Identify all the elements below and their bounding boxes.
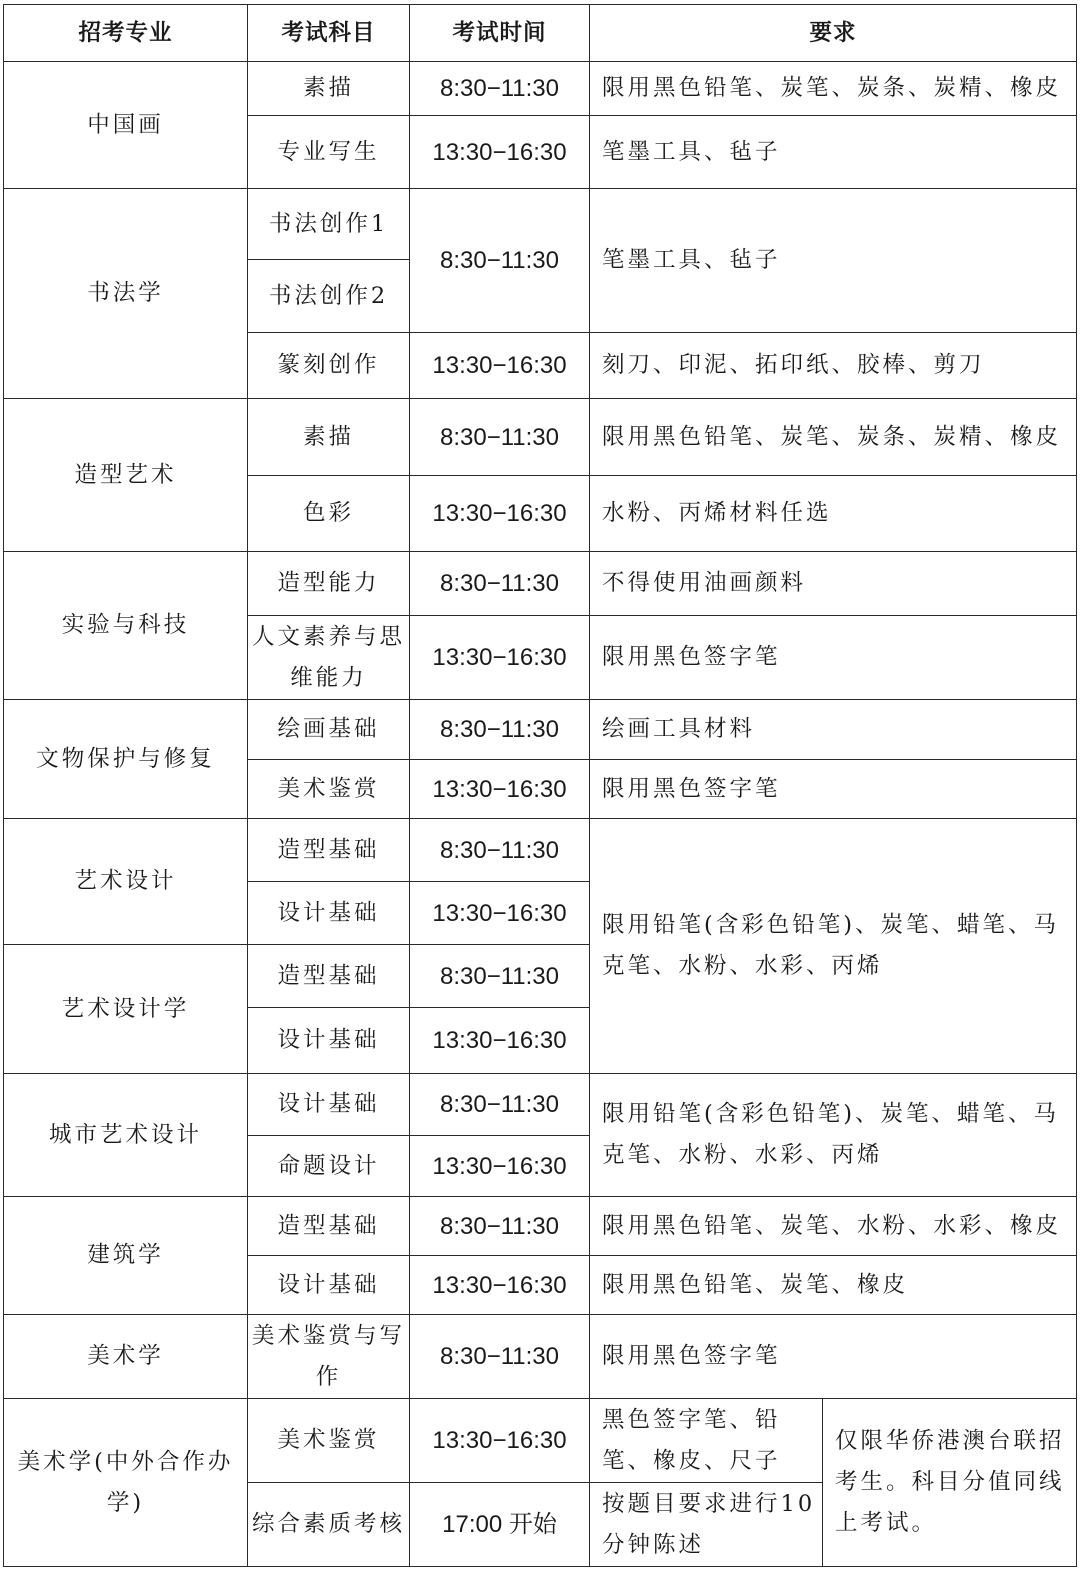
- subject-cell: 绘画基础: [248, 700, 410, 760]
- subject-cell: 美术鉴赏与写作: [248, 1315, 410, 1399]
- requirement-cell: 黑色签字笔、铅笔、橡皮、尺子: [590, 1399, 823, 1483]
- time-cell: 13:30−16:30: [410, 1136, 590, 1197]
- table-row: [4, 189, 1077, 260]
- major-cell: 造型艺术: [4, 399, 248, 552]
- time-cell: 8:30−11:30: [410, 945, 590, 1008]
- requirement-cell: 绘画工具材料: [590, 700, 1077, 760]
- time-cell: 13:30−16:30: [410, 333, 590, 399]
- major-cell: 建筑学: [4, 1197, 248, 1315]
- time-cell: 8:30−11:30: [410, 189, 590, 333]
- table-row: [4, 700, 1077, 760]
- time-cell: 13:30−16:30: [410, 616, 590, 700]
- table-row: [4, 1074, 1077, 1136]
- major-cell: 中国画: [4, 62, 248, 189]
- requirement-cell: 不得使用油画颜料: [590, 552, 1077, 616]
- requirement-cell: 限用铅笔(含彩色铅笔)、炭笔、蜡笔、马克笔、水粉、水彩、丙烯: [590, 1074, 1077, 1197]
- time-cell: 13:30−16:30: [410, 1399, 590, 1483]
- requirement-cell: 笔墨工具、毡子: [590, 189, 1077, 333]
- major-cell: 艺术设计: [4, 819, 248, 945]
- subject-cell: 造型基础: [248, 945, 410, 1008]
- subject-cell: 素描: [248, 399, 410, 476]
- requirement-cell: 笔墨工具、毡子: [590, 116, 1077, 189]
- time-cell: 8:30−11:30: [410, 700, 590, 760]
- major-cell: 实验与科技: [4, 552, 248, 700]
- requirement-cell: 限用黑色铅笔、炭笔、炭条、炭精、橡皮: [590, 62, 1077, 116]
- major-cell: 城市艺术设计: [4, 1074, 248, 1197]
- table-row: [4, 1315, 1077, 1399]
- major-cell: 艺术设计学: [4, 945, 248, 1074]
- subject-cell: 篆刻创作: [248, 333, 410, 399]
- time-cell: 8:30−11:30: [410, 1197, 590, 1256]
- subject-cell: 设计基础: [248, 882, 410, 945]
- table-row: [4, 62, 1077, 116]
- major-cell: 美术学(中外合作办学): [4, 1399, 248, 1567]
- requirement-cell: 水粉、丙烯材料任选: [590, 476, 1077, 552]
- subject-cell: 造型基础: [248, 819, 410, 882]
- time-cell: 13:30−16:30: [410, 1008, 590, 1074]
- header-row: [4, 5, 1077, 62]
- subject-cell: 造型基础: [248, 1197, 410, 1256]
- major-cell: 文物保护与修复: [4, 700, 248, 819]
- note-cell: 仅限华侨港澳台联招考生。科目分值同线上考试。: [823, 1399, 1077, 1567]
- subject-cell: 美术鉴赏: [248, 1399, 410, 1483]
- time-cell: 13:30−16:30: [410, 1256, 590, 1315]
- table-row: [4, 399, 1077, 476]
- time-cell: 8:30−11:30: [410, 819, 590, 882]
- subject-cell: 设计基础: [248, 1008, 410, 1074]
- requirement-cell: 限用黑色签字笔: [590, 616, 1077, 700]
- subject-cell: 设计基础: [248, 1256, 410, 1315]
- header-time: 考试时间: [410, 5, 590, 62]
- requirement-cell: 按题目要求进行10分钟陈述: [590, 1483, 823, 1567]
- subject-cell: 造型能力: [248, 552, 410, 616]
- time-cell: 13:30−16:30: [410, 760, 590, 819]
- time-cell: 17:00 开始: [410, 1483, 590, 1567]
- subject-cell: 美术鉴赏: [248, 760, 410, 819]
- header-major: 招考专业: [4, 5, 248, 62]
- subject-cell: 专业写生: [248, 116, 410, 189]
- exam-schedule-table: [3, 4, 1077, 1567]
- table-row: [4, 819, 1077, 882]
- time-cell: 8:30−11:30: [410, 1074, 590, 1136]
- subject-cell: 人文素养与思维能力: [248, 616, 410, 700]
- table-row: [4, 1197, 1077, 1256]
- subject-cell: 命题设计: [248, 1136, 410, 1197]
- requirement-cell: 限用铅笔(含彩色铅笔)、炭笔、蜡笔、马克笔、水粉、水彩、丙烯: [590, 819, 1077, 1074]
- table-row: [4, 1399, 1077, 1483]
- requirement-cell: 限用黑色签字笔: [590, 760, 1077, 819]
- requirement-cell: 限用黑色铅笔、炭笔、炭条、炭精、橡皮: [590, 399, 1077, 476]
- subject-cell: 设计基础: [248, 1074, 410, 1136]
- requirement-cell: 限用黑色签字笔: [590, 1315, 1077, 1399]
- time-cell: 8:30−11:30: [410, 62, 590, 116]
- requirement-cell: 限用黑色铅笔、炭笔、橡皮: [590, 1256, 1077, 1315]
- subject-cell: 书法创作1: [248, 189, 410, 260]
- table-row: [4, 552, 1077, 616]
- header-requirement: 要求: [590, 5, 1077, 62]
- time-cell: 13:30−16:30: [410, 882, 590, 945]
- subject-cell: 书法创作2: [248, 260, 410, 333]
- major-cell: 书法学: [4, 189, 248, 399]
- time-cell: 8:30−11:30: [410, 399, 590, 476]
- subject-cell: 色彩: [248, 476, 410, 552]
- time-cell: 13:30−16:30: [410, 476, 590, 552]
- time-cell: 8:30−11:30: [410, 552, 590, 616]
- time-cell: 8:30−11:30: [410, 1315, 590, 1399]
- subject-cell: 综合素质考核: [248, 1483, 410, 1567]
- requirement-cell: 限用黑色铅笔、炭笔、水粉、水彩、橡皮: [590, 1197, 1077, 1256]
- subject-cell: 素描: [248, 62, 410, 116]
- header-subject: 考试科目: [248, 5, 410, 62]
- requirement-cell: 刻刀、印泥、拓印纸、胶棒、剪刀: [590, 333, 1077, 399]
- major-cell: 美术学: [4, 1315, 248, 1399]
- time-cell: 13:30−16:30: [410, 116, 590, 189]
